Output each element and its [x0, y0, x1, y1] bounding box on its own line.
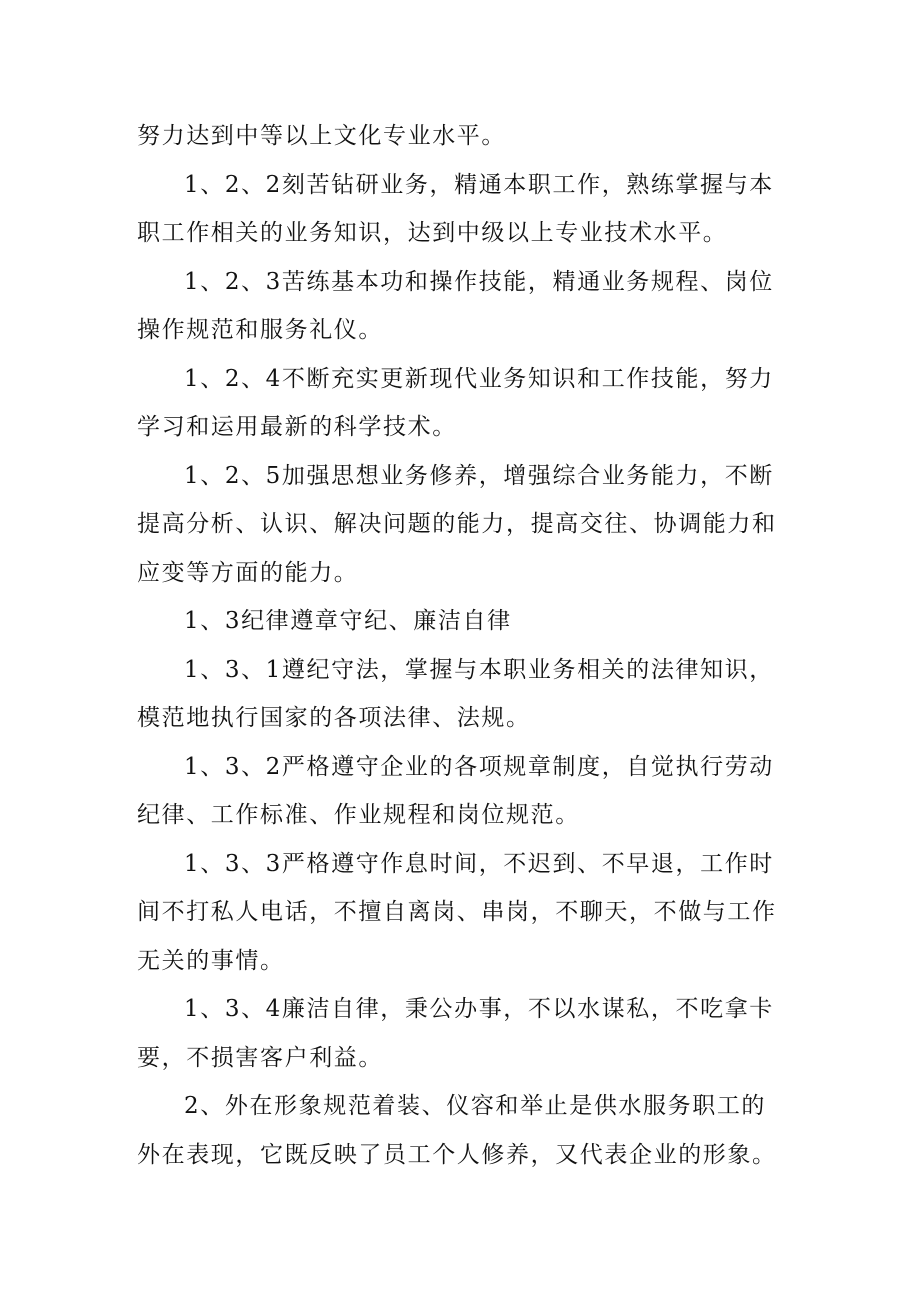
paragraph-1-2-5: 1、2、5加强思想业务修养，增强综合业务能力，不断提高分析、认识、解决问题的能力，提高交往、协调能力和应变等方面的能力。	[137, 462, 777, 586]
paragraph-2: 2、外在形象规范着装、仪容和举止是供水服务职工的外在表现，它既反映了员工个人修养，又代表企业的形象。	[137, 1093, 777, 1168]
paragraph-1: 努力达到中等以上文化专业水平。	[137, 123, 506, 149]
paragraph-1-2-3: 1、2、3苦练基本功和操作技能，精通业务规程、岗位操作规范和服务礼仪。	[137, 268, 774, 343]
paragraph-1-3-1: 1、3、1遵纪守法，掌握与本职业务相关的法律知识，模范地执行国家的各项法律、法规。	[137, 656, 774, 731]
paragraph-1-3-4: 1、3、4廉洁自律，秉公办事，不以水谋私，不吃拿卡要，不损害客户利益。	[137, 996, 774, 1071]
paragraph-1-2-2: 1、2、2刻苦钻研业务，精通本职工作，熟练掌握与本职工作相关的业务知识，达到中级以上专业技术水平。	[137, 171, 774, 246]
paragraph-1-3-3: 1、3、3严格遵守作息时间，不迟到、不早退，工作时间不打私人电话，不擅自离岗、串岗，不聊天，不做与工作无关的事情。	[137, 850, 777, 974]
paragraph-1-2-4: 1、2、4不断充实更新现代业务知识和工作技能，努力学习和运用最新的科学技术。	[137, 365, 774, 440]
section-heading-1-3: 1、3纪律遵章守纪、廉洁自律	[184, 608, 512, 634]
document-body	[137, 112, 787, 1179]
paragraph-1-3-2: 1、3、2严格遵守企业的各项规章制度，自觉执行劳动纪律、工作标准、作业规程和岗位规范。	[137, 753, 774, 828]
